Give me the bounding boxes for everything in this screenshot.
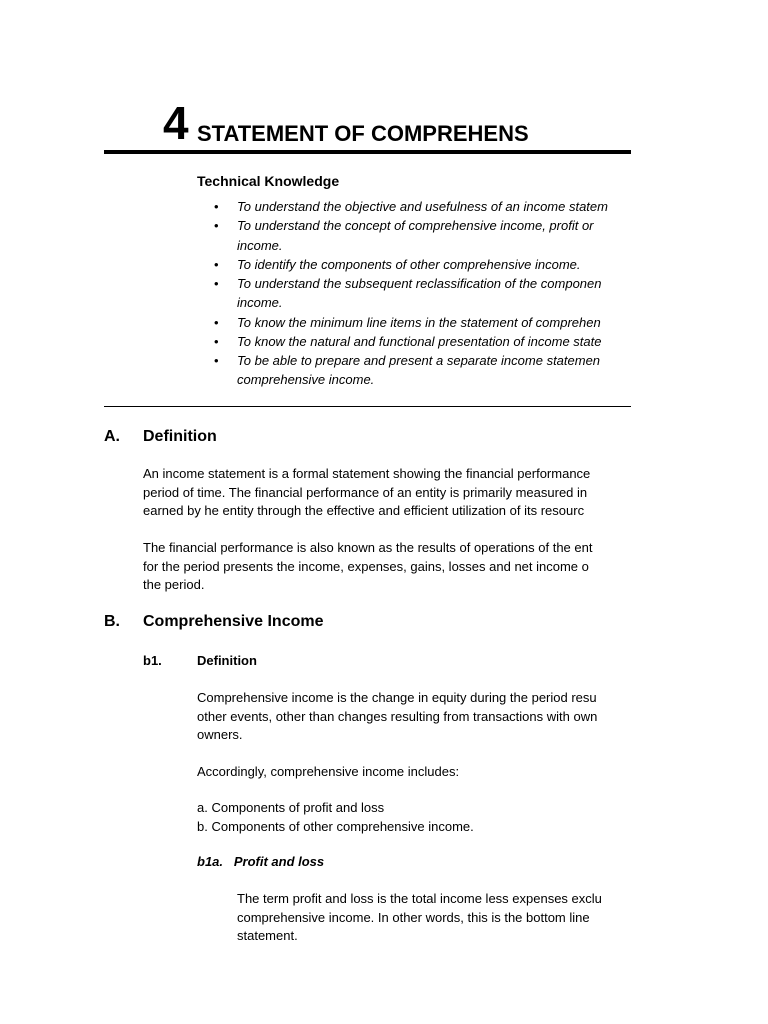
section-a-title: Definition — [143, 428, 217, 445]
paragraph-line: the period. — [143, 577, 205, 592]
subsection-b1a-title: b1a. Profit and loss — [197, 854, 325, 869]
bullet-icon: • — [214, 276, 219, 291]
section-a-letter: A. — [104, 428, 120, 445]
section-divider — [104, 406, 631, 407]
chapter-number: 4 — [163, 97, 189, 149]
paragraph-line: Comprehensive income is the change in equity during the period resu — [197, 690, 597, 705]
chapter-title: STATEMENT OF COMPREHENS — [197, 121, 529, 146]
bullet-icon: • — [214, 218, 219, 233]
paragraph-line: Accordingly, comprehensive income includes: — [197, 764, 460, 779]
bullet-icon: • — [214, 315, 219, 330]
section-b-title: Comprehensive Income — [143, 613, 324, 630]
paragraph-line: owners. — [197, 727, 243, 742]
objective-line: income. — [237, 238, 283, 253]
list-item: a. Components of profit and loss — [197, 800, 385, 815]
section-b-letter: B. — [104, 613, 120, 630]
subsection-b1-number: b1. — [143, 653, 162, 668]
list-item: b. Components of other comprehensive income. — [197, 819, 474, 834]
bullet-icon: • — [214, 257, 219, 272]
objective-line: To understand the objective and usefulness of an income statem — [237, 199, 608, 214]
paragraph-line: earned by he entity through the effective and efficient utilization of its resourc — [143, 503, 585, 518]
objective-line: To know the minimum line items in the statement of comprehen — [237, 315, 601, 330]
paragraph-line: The financial performance is also known as the results of operations of the ent — [143, 540, 593, 555]
objective-line: To know the natural and functional presentation of income state — [237, 334, 602, 349]
objective-line: comprehensive income. — [237, 372, 375, 387]
paragraph-line: other events, other than changes resulting from transactions with own — [197, 709, 598, 724]
bullet-icon: • — [214, 353, 219, 368]
technical-knowledge-heading: Technical Knowledge — [197, 173, 340, 189]
paragraph-line: statement. — [237, 928, 298, 943]
paragraph-line: period of time. The financial performance of an entity is primarily measured in — [143, 485, 588, 500]
bullet-icon: • — [214, 334, 219, 349]
paragraph-line: An income statement is a formal statement showing the financial performance — [143, 466, 591, 481]
objective-line: To identify the components of other comprehensive income. — [237, 257, 581, 272]
objective-line: To understand the concept of comprehensive income, profit or — [237, 218, 594, 233]
bullet-icon: • — [214, 199, 219, 214]
paragraph-line: comprehensive income. In other words, this is the bottom line — [237, 910, 590, 925]
objective-line: To be able to prepare and present a separate income statemen — [237, 353, 601, 368]
chapter-rule — [104, 150, 631, 154]
subsection-b1-title: Definition — [197, 653, 257, 668]
objective-line: To understand the subsequent reclassification of the componen — [237, 276, 602, 291]
paragraph-line: for the period presents the income, expenses, gains, losses and net income o — [143, 559, 589, 574]
objective-line: income. — [237, 295, 283, 310]
paragraph-line: The term profit and loss is the total income less expenses exclu — [237, 891, 602, 906]
